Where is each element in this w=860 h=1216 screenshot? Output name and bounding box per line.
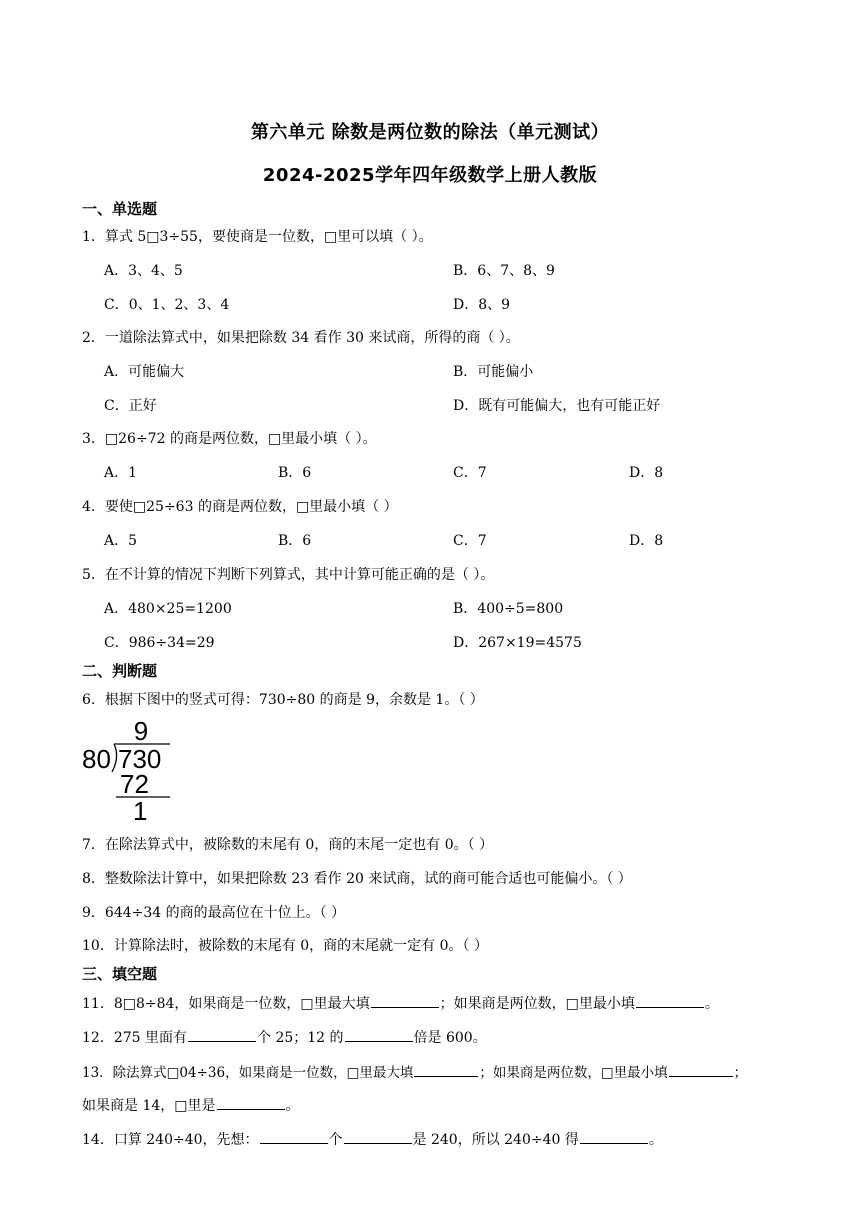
question-7-stem: 7．在除法算式中，被除数的末尾有 0，商的末尾一定也有 0。（ ） bbox=[82, 837, 494, 853]
question-4-stem: 4．要使□25÷63 的商是两位数，□里最小填（ ） bbox=[82, 499, 398, 515]
question-14-part-3: 是 240，所以 240÷40 得 bbox=[412, 1132, 579, 1148]
question-13-part-2: ；如果商是两位数，□里最小填 bbox=[479, 1065, 668, 1081]
question-12 bbox=[82, 1027, 487, 1047]
question-10-stem: 10．计算除法时，被除数的末尾有 0，商的末尾就一定有 0。（ ） bbox=[82, 938, 488, 954]
question-2-option-b: B．可能偏小 bbox=[453, 364, 534, 380]
question-4-option-d: D．8 bbox=[629, 533, 664, 549]
answer-blank[interactable] bbox=[344, 1129, 412, 1144]
question-12-part-1: 12．275 里面有 bbox=[82, 1030, 187, 1046]
question-2-option-a: A．可能偏大 bbox=[104, 364, 185, 380]
page-title: 第六单元 除数是两位数的除法（单元测试） bbox=[250, 122, 610, 143]
question-12-part-3: 倍是 600。 bbox=[413, 1030, 487, 1046]
question-9-stem: 9．644÷34 的商的最高位在十位上。（ ） bbox=[82, 905, 346, 921]
question-14-part-4: 。 bbox=[648, 1132, 663, 1148]
question-11-part-3: 。 bbox=[704, 996, 719, 1012]
long-division-figure bbox=[78, 716, 178, 826]
question-13-line-1 bbox=[82, 1061, 747, 1081]
division-quotient: 9 bbox=[133, 716, 149, 746]
question-8-stem: 8．整数除法计算中，如果把除数 23 看作 20 来试商，试的商可能合适也可能偏小。（ ） bbox=[82, 871, 632, 887]
question-3-option-b: B．6 bbox=[278, 465, 312, 481]
question-4-option-c: C．7 bbox=[453, 533, 487, 549]
question-3-option-a: A．1 bbox=[104, 465, 138, 481]
question-5-option-c: C．986÷34=29 bbox=[104, 635, 215, 651]
answer-blank[interactable] bbox=[260, 1129, 328, 1144]
question-1-option-b: B．6、7、8、9 bbox=[453, 263, 555, 279]
question-12-part-2: 个 25；12 的 bbox=[257, 1030, 344, 1046]
division-dividend: 730 bbox=[118, 744, 162, 774]
question-14-part-1: 14．口算 240÷40，先想： bbox=[82, 1132, 259, 1148]
answer-blank[interactable] bbox=[414, 1062, 478, 1077]
page-subtitle: 2024-2025学年四年级数学上册人教版 bbox=[262, 165, 598, 186]
question-13-part-5: 。 bbox=[285, 1098, 300, 1114]
section-heading-fill-in: 三、填空题 bbox=[82, 965, 158, 983]
question-1-option-a: A．3、4、5 bbox=[104, 263, 183, 279]
answer-blank[interactable] bbox=[669, 1062, 733, 1077]
question-14 bbox=[82, 1129, 663, 1149]
answer-blank[interactable] bbox=[371, 993, 439, 1008]
question-1-stem: 1．算式 5□3÷55，要使商是一位数，□里可以填（ ）。 bbox=[82, 229, 433, 245]
answer-blank[interactable] bbox=[580, 1129, 648, 1144]
answer-blank[interactable] bbox=[217, 1095, 285, 1110]
question-2-stem: 2．一道除法算式中，如果把除数 34 看作 30 来试商，所得的商（ ）。 bbox=[82, 330, 520, 346]
question-13-line-2 bbox=[82, 1095, 300, 1115]
question-3-stem: 3．□26÷72 的商是两位数，□里最小填（ ）。 bbox=[82, 431, 377, 447]
question-4-option-b: B．6 bbox=[278, 533, 312, 549]
question-2-option-d: D．既有可能偏大，也有可能正好 bbox=[453, 398, 661, 414]
question-5-option-d: D．267×19=4575 bbox=[453, 635, 582, 651]
answer-blank[interactable] bbox=[345, 1027, 413, 1042]
question-6-stem: 6．根据下图中的竖式可得：730÷80 的商是 9，余数是 1。（ ） bbox=[82, 692, 484, 708]
question-3-option-c: C．7 bbox=[453, 465, 487, 481]
question-1-option-c: C．0、1、2、3、4 bbox=[104, 297, 230, 313]
question-14-part-2: 个 bbox=[328, 1132, 343, 1148]
question-5-option-b: B．400÷5=800 bbox=[453, 601, 564, 617]
question-5-option-a: A．480×25=1200 bbox=[104, 601, 232, 617]
question-11-part-2: ；如果商是两位数，□里最小填 bbox=[439, 996, 635, 1012]
question-1-option-d: D．8、9 bbox=[453, 297, 511, 313]
division-bracket bbox=[112, 744, 117, 772]
question-4-option-a: A．5 bbox=[104, 533, 138, 549]
question-5-stem: 5．在不计算的情况下判断下列算式，其中计算可能正确的是（ ）。 bbox=[82, 567, 495, 583]
question-13-part-4: 如果商是 14，□里是 bbox=[82, 1098, 216, 1114]
question-13-part-3: ； bbox=[733, 1065, 748, 1081]
answer-blank[interactable] bbox=[188, 1027, 256, 1042]
question-3-option-d: D．8 bbox=[629, 465, 664, 481]
question-13-part-1: 13．除法算式□04÷36，如果商是一位数，□里最大填 bbox=[82, 1065, 414, 1081]
division-divisor: 80 bbox=[82, 744, 111, 774]
answer-blank[interactable] bbox=[636, 993, 704, 1008]
question-2-option-c: C．正好 bbox=[104, 398, 157, 414]
section-heading-multiple-choice: 一、单选题 bbox=[82, 200, 158, 218]
section-heading-true-false: 二、判断题 bbox=[82, 662, 158, 680]
question-11-part-1: 11．8□8÷84，如果商是一位数，□里最大填 bbox=[82, 996, 370, 1012]
question-11 bbox=[82, 993, 719, 1013]
division-product: 72 bbox=[120, 769, 149, 799]
division-remainder: 1 bbox=[133, 796, 148, 826]
